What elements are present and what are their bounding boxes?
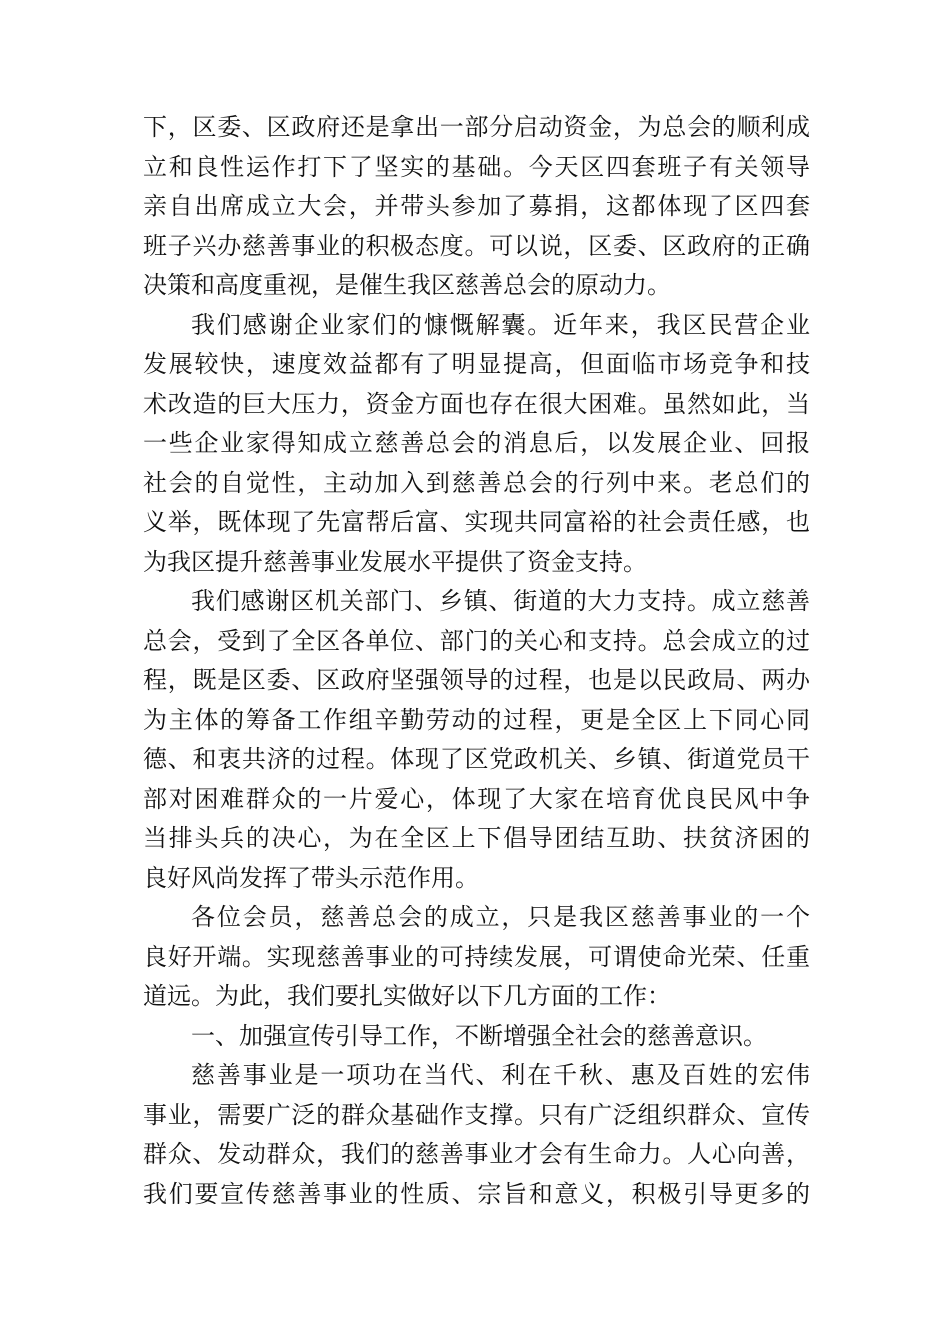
text-line: 良好开端。实现慈善事业的可持续发展，可谓使命光荣、任重 bbox=[143, 942, 810, 971]
text-line: 部对困难群众的一片爱心，体现了大家在培育优良民风中争 bbox=[143, 784, 810, 813]
text-line: 德、和衷共济的过程。体现了区党政机关、乡镇、街道党员干 bbox=[143, 745, 810, 773]
text-line: 发展较快，速度效益都有了明显提高，但面临市场竞争和技 bbox=[143, 350, 810, 378]
paragraph bbox=[143, 582, 810, 898]
text-line: 亲自出席成立大会，并带头参加了募捐，这都体现了区四套 bbox=[143, 192, 810, 220]
text-line: 道远。为此，我们要扎实做好以下几方面的工作： bbox=[143, 982, 671, 1010]
paragraph bbox=[143, 306, 810, 583]
text-line: 立和良性运作打下了坚实的基础。今天区四套班子有关领导 bbox=[143, 152, 810, 181]
paragraph bbox=[143, 108, 810, 306]
text-line: 我们要宣传慈善事业的性质、宗旨和意义，积极引导更多的 bbox=[143, 1179, 810, 1208]
text-line: 为主体的筹备工作组辛勤劳动的过程，更是全区上下同心同 bbox=[143, 705, 810, 734]
text-line: 群众、发动群众，我们的慈善事业才会有生命力。人心向善， bbox=[143, 1140, 810, 1168]
paragraph bbox=[143, 1056, 810, 1214]
text-line: 一、加强宣传引导工作，不断增强全社会的慈善意识。 bbox=[191, 1021, 767, 1050]
text-line: 我们感谢区机关部门、乡镇、街道的大力支持。成立慈善 bbox=[191, 587, 810, 615]
text-line: 班子兴办慈善事业的积极态度。可以说，区委、区政府的正确 bbox=[143, 231, 810, 260]
text-line: 为我区提升慈善事业发展水平提供了资金支持。 bbox=[143, 547, 647, 576]
text-line: 社会的自觉性，主动加入到慈善总会的行列中来。老总们的 bbox=[143, 468, 810, 497]
text-line: 事业，需要广泛的群众基础作支撑。只有广泛组织群众、宣传 bbox=[143, 1100, 810, 1129]
text-line: 当排头兵的决心，为在全区上下倡导团结互助、扶贫济困的 bbox=[143, 824, 810, 852]
text-line: 各位会员，慈善总会的成立，只是我区慈善事业的一个 bbox=[191, 903, 810, 931]
text-line: 义举，既体现了先富帮后富、实现共同富裕的社会责任感，也 bbox=[143, 508, 810, 536]
text-line: 下，区委、区政府还是拿出一部分启动资金，为总会的顺利成 bbox=[143, 113, 810, 141]
document-body bbox=[143, 108, 810, 1214]
paragraph bbox=[143, 898, 810, 1017]
text-line: 慈善事业是一项功在当代、利在千秋、惠及百姓的宏伟 bbox=[191, 1061, 810, 1089]
text-line: 一些企业家得知成立慈善总会的消息后，以发展企业、回报 bbox=[143, 429, 810, 457]
text-line: 我们感谢企业家们的慷慨解囊。近年来，我区民营企业 bbox=[191, 310, 810, 339]
text-line: 决策和高度重视，是催生我区慈善总会的原动力。 bbox=[143, 271, 671, 299]
text-line: 总会，受到了全区各单位、部门的关心和支持。总会成立的过 bbox=[143, 626, 810, 655]
paragraph bbox=[143, 1017, 810, 1057]
text-line: 术改造的巨大压力，资金方面也存在很大困难。虽然如此，当 bbox=[143, 389, 810, 418]
text-line: 程，既是区委、区政府坚强领导的过程，也是以民政局、两办 bbox=[143, 666, 810, 694]
text-line: 良好风尚发挥了带头示范作用。 bbox=[143, 863, 479, 892]
